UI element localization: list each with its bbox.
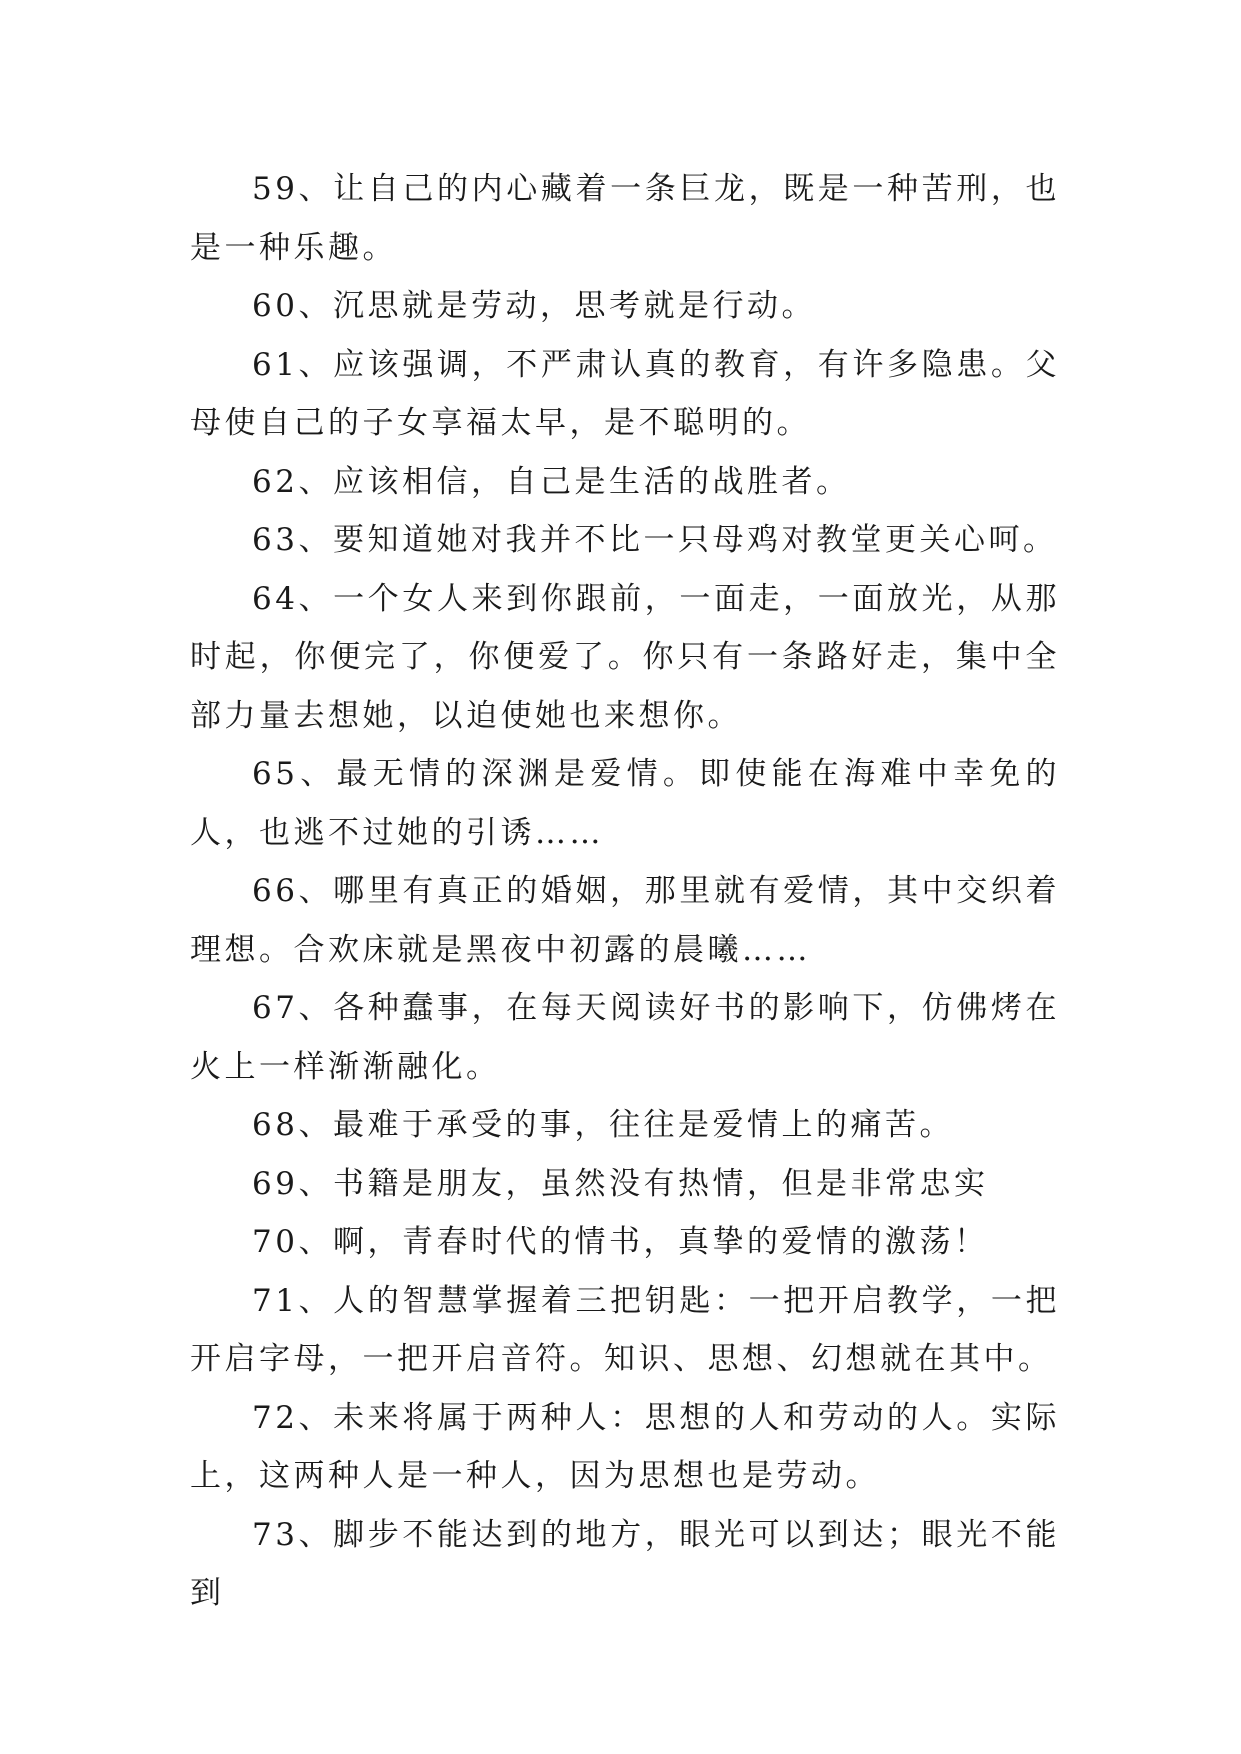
document-body: [190, 160, 1060, 1623]
quote-paragraph-60: 60、沉思就是劳动，思考就是行动。: [252, 288, 816, 324]
quote-paragraph-61: 61、应该强调，不严肃认真的教育，有许多隐患。父母使自己的子女享福太早，是不聪明的。: [190, 346, 1060, 441]
quote-paragraph-70: 70、啊，青春时代的情书，真挚的爱情的激荡！: [252, 1224, 989, 1260]
quote-paragraph-62: 62、应该相信，自己是生活的战胜者。: [252, 463, 851, 500]
quote-paragraph-67: 67、各种蠢事，在每天阅读好书的影响下，仿佛烤在火上一样渐渐融化。: [190, 990, 1060, 1085]
quote-paragraph-72: 72、未来将属于两种人：思想的人和劳动的人。实际上，这两种人是一种人，因为思想也是劳动。: [190, 1399, 1060, 1494]
quote-paragraph-63: 63、要知道她对我并不比一只母鸡对教堂更关心呵。: [252, 522, 1058, 558]
quote-paragraph-73: 73、脚步不能达到的地方，眼光可以到达；眼光不能到: [190, 1516, 1060, 1611]
quote-paragraph-69: 69、书籍是朋友，虽然没有热情，但是非常忠实: [252, 1165, 989, 1202]
quote-paragraph-59: 59、让自己的内心藏着一条巨龙，既是一种苦刑，也是一种乐趣。: [190, 171, 1060, 266]
quote-paragraph-65: 65、最无情的深渊是爱情。即使能在海难中幸免的人，也逃不过她的引诱……: [190, 756, 1060, 851]
quote-paragraph-71: 71、人的智慧掌握着三把钥匙：一把开启教学，一把开启字母，一把开启音符。知识、思想、幻想就在其中。: [190, 1282, 1060, 1377]
quote-paragraph-68: 68、最难于承受的事，往往是爱情上的痛苦。: [252, 1107, 954, 1143]
quote-paragraph-66: 66、哪里有真正的婚姻，那里就有爱情，其中交织着理想。合欢床就是黑夜中初露的晨曦……: [190, 873, 1060, 968]
quote-paragraph-64: 64、一个女人来到你跟前，一面走，一面放光，从那时起，你便完了，你便爱了。你只有一条路好走，集中全部力量去想她，以迫使她也来想你。: [190, 580, 1060, 734]
